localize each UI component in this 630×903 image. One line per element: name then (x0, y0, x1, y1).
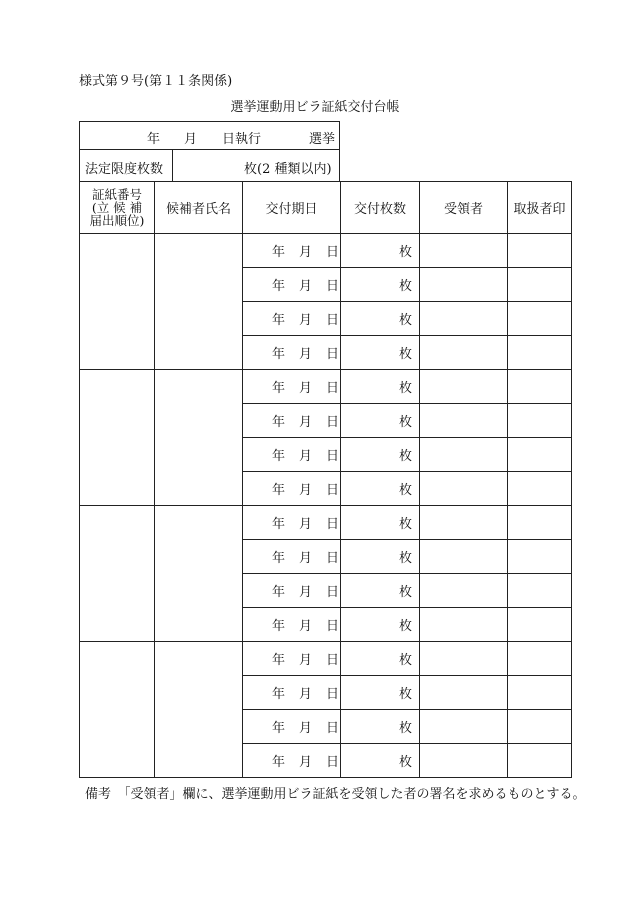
sheets-unit-label: 枚 (398, 483, 412, 498)
sheets-unit-label: 枚 (398, 619, 412, 634)
col-issue-count: 交付枚数 (341, 182, 420, 234)
sheets-unit-label: 枚 (398, 551, 412, 566)
sheets-unit-label: 枚 (398, 721, 412, 736)
date-month-label: 月 (299, 381, 313, 396)
date-year-label: 年 (272, 687, 286, 702)
handler-seal-cell[interactable] (508, 574, 572, 608)
issue-count-cell[interactable] (341, 710, 420, 744)
issue-date-cell[interactable] (243, 710, 341, 744)
issue-date-cell[interactable] (243, 642, 341, 676)
date-day-label: 日 (326, 313, 340, 328)
handler-seal-cell[interactable] (508, 302, 572, 336)
issue-count-cell[interactable] (341, 574, 420, 608)
receiver-cell[interactable] (420, 642, 508, 676)
date-month-label: 月 (299, 449, 313, 464)
handler-seal-cell[interactable] (508, 472, 572, 506)
issue-count-cell[interactable] (341, 234, 420, 268)
receiver-cell[interactable] (420, 370, 508, 404)
date-day-label: 日 (326, 449, 340, 464)
date-month-label: 月 (299, 721, 313, 736)
table-row (80, 370, 572, 404)
date-year-label: 年 (272, 279, 286, 294)
sheets-unit-label: 枚 (398, 279, 412, 294)
issue-date-cell[interactable] (243, 370, 341, 404)
issue-date-cell[interactable] (243, 302, 341, 336)
receiver-cell[interactable] (420, 710, 508, 744)
legal-limit-label: 法定限度枚数 (85, 162, 164, 177)
col-certificate-line-1: 証紙番号 (91, 187, 142, 202)
issue-count-cell[interactable] (341, 744, 420, 778)
date-year-label: 年 (272, 245, 286, 260)
date-year-label: 年 (272, 585, 286, 600)
form-number: 様式第９号(第１１条関係) (79, 74, 233, 89)
date-year-label: 年 (272, 653, 286, 668)
legal-limit-value: 枚(2 種類以内) (244, 162, 332, 177)
date-year-label: 年 (272, 721, 286, 736)
date-month-label: 月 (299, 619, 313, 634)
sheets-unit-label: 枚 (398, 755, 412, 770)
date-year-label: 年 (272, 483, 286, 498)
issue-date-cell[interactable] (243, 404, 341, 438)
date-day-label: 日 (326, 415, 340, 430)
remarks-note: 備考 「受領者」欄に、選挙運動用ビラ証紙を受領した者の署名を求めるものとする。 (85, 787, 586, 802)
candidate-name-cell[interactable] (155, 234, 243, 370)
date-month-label: 月 (299, 551, 313, 566)
date-day-label: 日 (326, 755, 340, 770)
issue-count-cell[interactable] (341, 676, 420, 710)
handler-seal-cell[interactable] (508, 268, 572, 302)
certificate-number-cell[interactable] (80, 234, 155, 370)
issue-count-cell[interactable] (341, 302, 420, 336)
date-year-label: 年 (272, 381, 286, 396)
date-day-label: 日 (326, 619, 340, 634)
date-year-label: 年 (272, 551, 286, 566)
handler-seal-cell[interactable] (508, 540, 572, 574)
document-title: 選挙運動用ビラ証紙交付台帳 (230, 100, 400, 115)
date-year-label: 年 (272, 619, 286, 634)
issue-date-cell[interactable] (243, 234, 341, 268)
table-header-row (80, 182, 572, 234)
issue-count-cell[interactable] (341, 642, 420, 676)
issue-count-cell[interactable] (341, 540, 420, 574)
issue-count-cell[interactable] (341, 336, 420, 370)
election-label: 選挙 (309, 132, 336, 147)
ledger-table (79, 181, 572, 778)
date-year-label: 年 (272, 755, 286, 770)
date-day-label: 日 (326, 721, 340, 736)
sheets-unit-label: 枚 (398, 449, 412, 464)
ledger-body (80, 234, 572, 778)
issue-date-cell[interactable] (243, 506, 341, 540)
issue-count-cell[interactable] (341, 438, 420, 472)
issue-date-cell[interactable] (243, 540, 341, 574)
receiver-cell[interactable] (420, 540, 508, 574)
sheets-unit-label: 枚 (398, 381, 412, 396)
handler-seal-cell[interactable] (508, 506, 572, 540)
date-month-label: 月 (299, 347, 313, 362)
date-month-label: 月 (299, 279, 313, 294)
date-month-label: 月 (299, 517, 313, 532)
date-year-label: 年 (272, 415, 286, 430)
handler-seal-cell[interactable] (508, 336, 572, 370)
issue-date-cell[interactable] (243, 336, 341, 370)
date-day-label: 日 (326, 585, 340, 600)
issue-date-cell[interactable] (243, 608, 341, 642)
sheets-unit-label: 枚 (398, 415, 412, 430)
receiver-cell[interactable] (420, 744, 508, 778)
col-handler-seal: 取扱者印 (508, 182, 572, 234)
col-certificate-number (80, 182, 155, 234)
handler-seal-cell[interactable] (508, 676, 572, 710)
col-certificate-line-3: 届出順位) (89, 213, 145, 228)
date-month-label: 月 (299, 585, 313, 600)
election-day-label: 日執行 (222, 132, 262, 147)
issue-count-cell[interactable] (341, 370, 420, 404)
receiver-cell[interactable] (420, 608, 508, 642)
col-certificate-line-2: (立 候 補 (91, 200, 143, 215)
date-month-label: 月 (299, 313, 313, 328)
receiver-cell[interactable] (420, 268, 508, 302)
date-month-label: 月 (299, 415, 313, 430)
receiver-cell[interactable] (420, 438, 508, 472)
date-day-label: 日 (326, 687, 340, 702)
col-receiver: 受領者 (420, 182, 508, 234)
handler-seal-cell[interactable] (508, 710, 572, 744)
issue-count-cell[interactable] (341, 404, 420, 438)
header-divider (80, 149, 339, 150)
col-candidate-name: 候補者氏名 (155, 182, 243, 234)
table-row (80, 642, 572, 676)
candidate-name-cell[interactable] (155, 642, 243, 778)
receiver-cell[interactable] (420, 234, 508, 268)
issue-count-cell[interactable] (341, 268, 420, 302)
handler-seal-cell[interactable] (508, 438, 572, 472)
handler-seal-cell[interactable] (508, 744, 572, 778)
sheets-unit-label: 枚 (398, 687, 412, 702)
handler-seal-cell[interactable] (508, 234, 572, 268)
date-month-label: 月 (299, 245, 313, 260)
certificate-number-cell[interactable] (80, 506, 155, 642)
date-year-label: 年 (272, 313, 286, 328)
sheets-unit-label: 枚 (398, 313, 412, 328)
election-year-label: 年 (147, 132, 161, 147)
date-year-label: 年 (272, 517, 286, 532)
handler-seal-cell[interactable] (508, 370, 572, 404)
issue-count-cell[interactable] (341, 506, 420, 540)
date-day-label: 日 (326, 653, 340, 668)
handler-seal-cell[interactable] (508, 642, 572, 676)
sheets-unit-label: 枚 (398, 245, 412, 260)
header-vertical-divider (172, 149, 173, 181)
receiver-cell[interactable] (420, 472, 508, 506)
handler-seal-cell[interactable] (508, 404, 572, 438)
date-day-label: 日 (326, 551, 340, 566)
date-month-label: 月 (299, 755, 313, 770)
header-box (79, 121, 340, 181)
date-month-label: 月 (299, 483, 313, 498)
candidate-name-cell[interactable] (155, 506, 243, 642)
date-month-label: 月 (299, 687, 313, 702)
receiver-cell[interactable] (420, 336, 508, 370)
date-month-label: 月 (299, 653, 313, 668)
sheets-unit-label: 枚 (398, 347, 412, 362)
issue-date-cell[interactable] (243, 472, 341, 506)
issue-date-cell[interactable] (243, 438, 341, 472)
col-issue-date: 交付期日 (243, 182, 341, 234)
date-day-label: 日 (326, 279, 340, 294)
receiver-cell[interactable] (420, 676, 508, 710)
date-day-label: 日 (326, 381, 340, 396)
certificate-number-cell[interactable] (80, 642, 155, 778)
issue-date-cell[interactable] (243, 676, 341, 710)
date-day-label: 日 (326, 517, 340, 532)
table-row (80, 506, 572, 540)
candidate-name-cell[interactable] (155, 370, 243, 506)
date-day-label: 日 (326, 347, 340, 362)
issue-date-cell[interactable] (243, 268, 341, 302)
date-day-label: 日 (326, 245, 340, 260)
election-month-label: 月 (184, 132, 198, 147)
issue-date-cell[interactable] (243, 574, 341, 608)
issue-date-cell[interactable] (243, 744, 341, 778)
receiver-cell[interactable] (420, 404, 508, 438)
date-day-label: 日 (326, 483, 340, 498)
date-year-label: 年 (272, 347, 286, 362)
receiver-cell[interactable] (420, 506, 508, 540)
sheets-unit-label: 枚 (398, 653, 412, 668)
handler-seal-cell[interactable] (508, 608, 572, 642)
issue-count-cell[interactable] (341, 472, 420, 506)
date-year-label: 年 (272, 449, 286, 464)
sheets-unit-label: 枚 (398, 585, 412, 600)
receiver-cell[interactable] (420, 302, 508, 336)
sheets-unit-label: 枚 (398, 517, 412, 532)
table-row (80, 234, 572, 268)
certificate-number-cell[interactable] (80, 370, 155, 506)
issue-count-cell[interactable] (341, 608, 420, 642)
receiver-cell[interactable] (420, 574, 508, 608)
